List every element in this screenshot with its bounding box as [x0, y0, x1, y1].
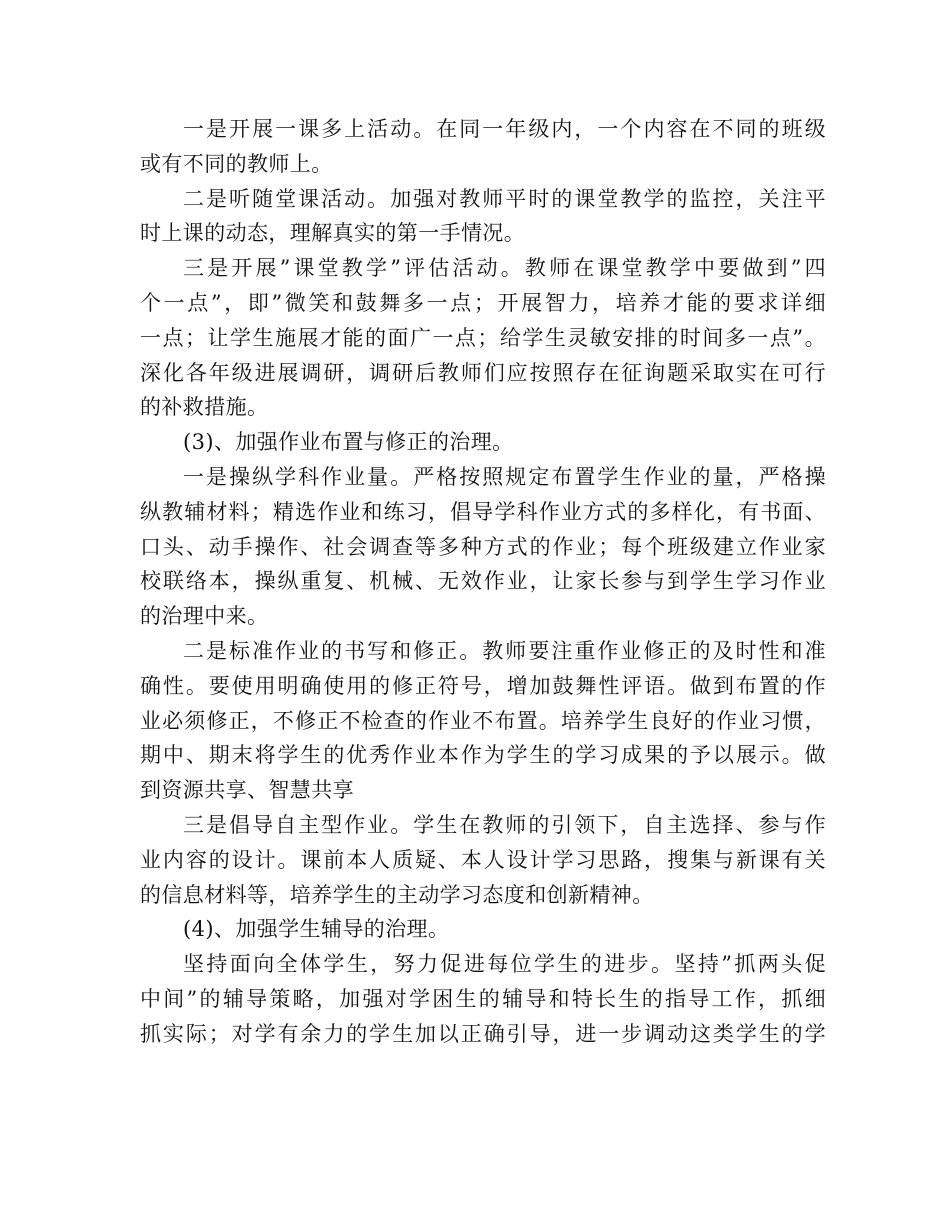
paragraph-line: 时上课的动态，理解真实的第一手情况。 — [140, 221, 526, 246]
paragraph-line: 的补救措施。 — [140, 395, 269, 420]
paragraph-line: 一点；让学生施展才能的面广一点；给学生灵敏安排的时间多一点”。 — [140, 325, 826, 350]
paragraph-line: 的治理中来。 — [140, 604, 269, 629]
paragraph-line: 的信息材料等，培养学生的主动学习态度和创新精神。 — [140, 882, 654, 907]
paragraph-line: 深化各年级进展调研，调研后教师们应按照存在征询题采取实在可行 — [140, 360, 826, 385]
paragraph-line: 一是操纵学科作业量。严格按照规定布置学生作业的量，严格操 — [183, 464, 826, 489]
paragraph-line: 二是听随堂课活动。加强对教师平时的课堂教学的监控，关注平 — [183, 186, 826, 211]
paragraph-line: 抓实际；对学有余力的学生加以正确引导，进一步调动这类学生的学 — [140, 1021, 826, 1046]
paragraph-line: 三是倡导自主型作业。学生在教师的引领下，自主选择、参与作 — [183, 812, 826, 837]
paragraph-line: 一是开展一课多上活动。在同一年级内，一个内容在不同的班级 — [183, 117, 826, 141]
paragraph-line: 确性。要使用明确使用的修正符号，增加鼓舞性评语。做到布置的作 — [140, 673, 826, 698]
paragraph-line: 或有不同的教师上。 — [140, 151, 333, 176]
paragraph-line: 三是开展”课堂教学”评估活动。教师在课堂教学中要做到”四 — [183, 256, 826, 281]
section-heading: (3)、加强作业布置与修正的治理。 — [183, 430, 514, 455]
paragraph-line: 中间”的辅导策略，加强对学困生的辅导和特长生的指导工作，抓细 — [140, 986, 826, 1011]
paragraph-line: 期中、期末将学生的优秀作业本作为学生的学习成果的予以展示。做 — [140, 743, 826, 768]
paragraph-line: 二是标准作业的书写和修正。教师要注重作业修正的及时性和准 — [183, 638, 826, 663]
section-heading: (4)、加强学生辅导的治理。 — [183, 917, 450, 942]
paragraph-line: 口头、动手操作、社会调查等多种方式的作业；每个班级建立作业家 — [140, 534, 826, 559]
paragraph-line: 业必须修正，不修正不检查的作业不布置。培养学生良好的作业习惯， — [140, 708, 826, 733]
paragraph-line: 坚持面向全体学生，努力促进每位学生的进步。坚持”抓两头促 — [183, 952, 826, 977]
paragraph-line: 到资源共享、智慧共享 — [140, 778, 354, 803]
document-body — [140, 112, 826, 1052]
paragraph-line: 校联络本，操纵重复、机械、无效作业，让家长参与到学生学习作业 — [140, 569, 826, 594]
paragraph-line: 个一点”，即”微笑和鼓舞多一点；开展智力，培养才能的要求详细 — [140, 290, 826, 315]
paragraph-line: 业内容的设计。课前本人质疑、本人设计学习思路，搜集与新课有关 — [140, 847, 826, 872]
paragraph-line: 纵教辅材料；精选作业和练习，倡导学科作业方式的多样化，有书面、 — [140, 499, 826, 524]
